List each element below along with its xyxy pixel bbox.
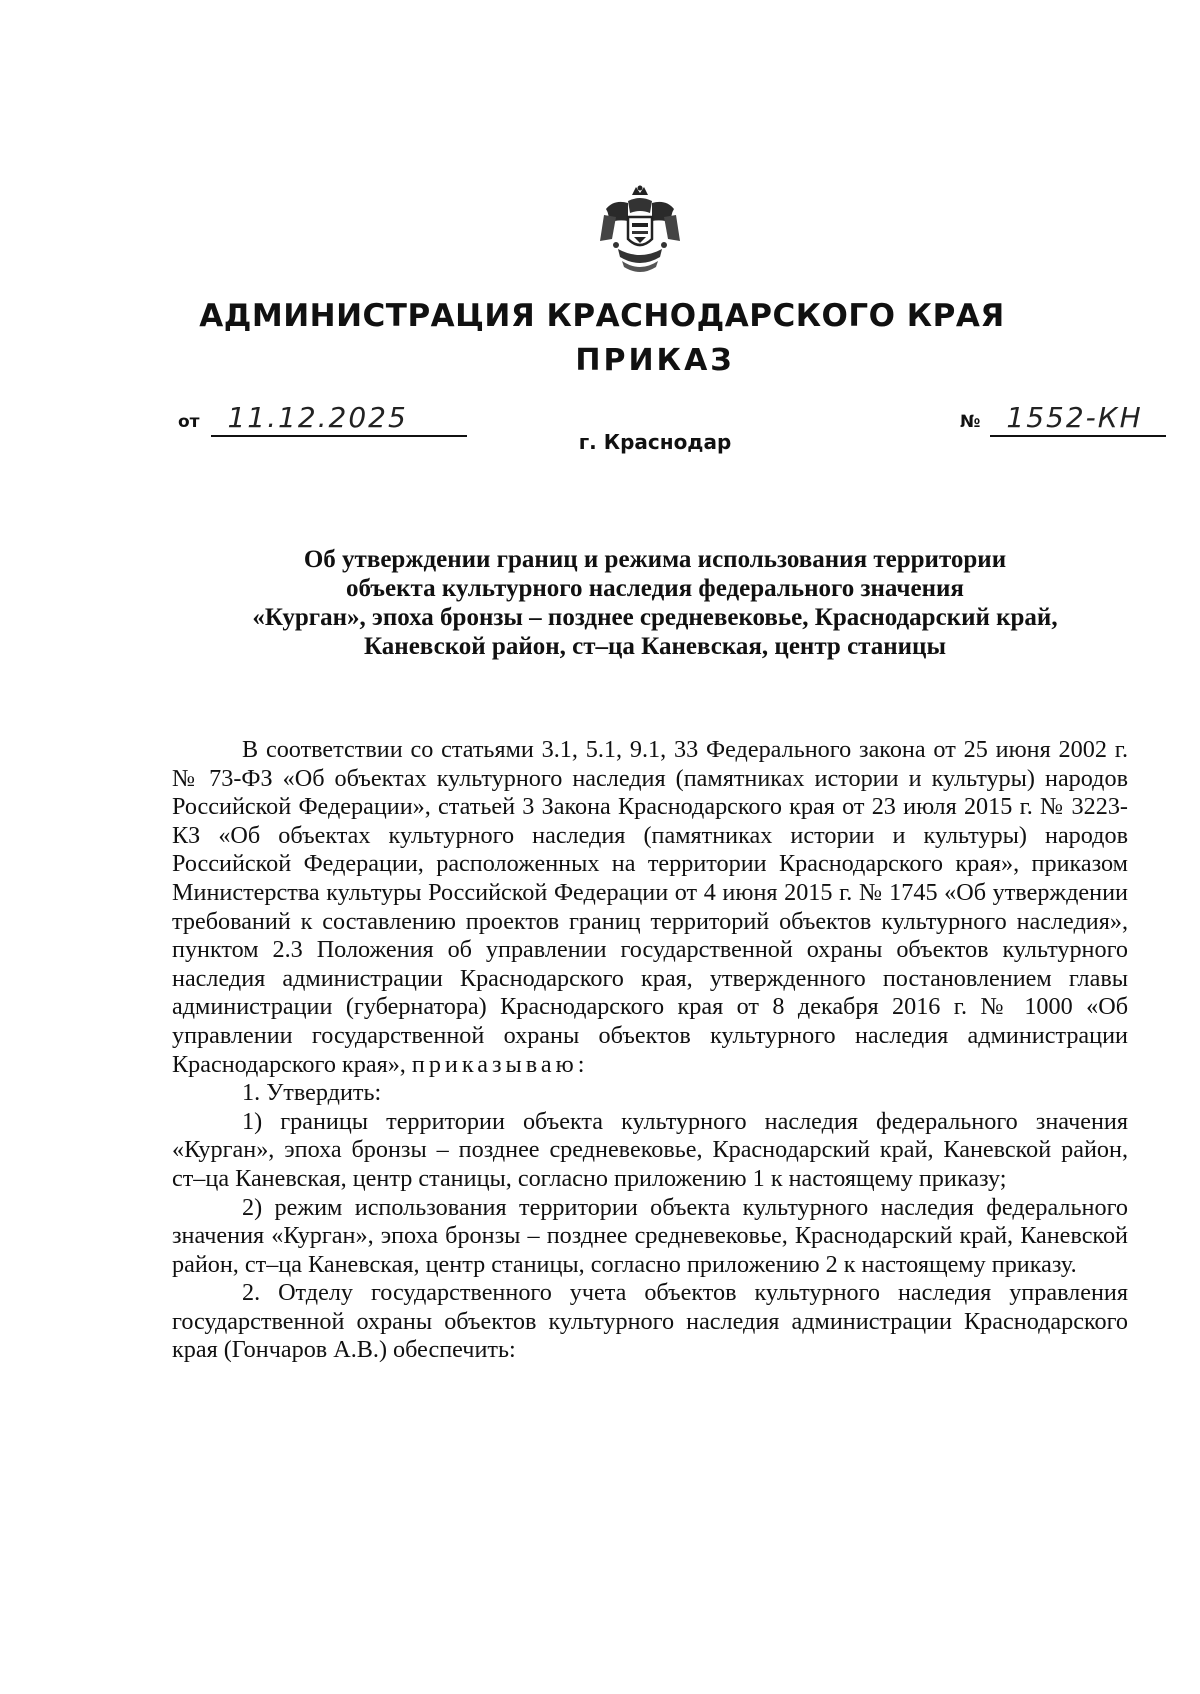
organization-title: АДМИНИСТРАЦИЯ КРАСНОДАРСКОГО КРАЯ [199, 298, 1005, 334]
item-1: 1. Утвердить: [242, 1079, 382, 1107]
number-prefix: № [960, 412, 981, 432]
item-2: 2. Отделу государственного учета объектов культурного наследия управления государственной охраны объектов культурного наследия администрации Краснодарского края (Гончаров А.В.) обеспечить: [172, 1279, 1128, 1364]
item-1-1: 1) границы территории объекта культурного наследия федерального значения «Курган», эпоха бронзы – позднее средневековье, Краснодарский край, Каневской район, ст–ца Каневская, центр станицы, согласно приложению 1 к настоящему приказу; [172, 1107, 1128, 1192]
coat-of-arms-icon [598, 185, 682, 277]
title-line: Каневской район, ст–ца Каневская, центр станицы [364, 633, 946, 660]
date-prefix: от [178, 412, 200, 432]
handwritten-date: 11.12.2025 [227, 401, 408, 434]
city-name: г. Краснодар [578, 430, 732, 454]
preamble-text: В соответствии со статьями 3.1, 5.1, 9.1, 33 Федерального закона от 25 июня 2002 г. № 73-ФЗ «Об объектах культурного наследия (памятниках истории и культуры) народов Российской Федерации», статьей 3 Закона Краснодарского края от 23 июля 2015 г. № 3223-КЗ «Об объектах культурного наследия (памятниках истории и культуры) народов Российской Федерации, расположенных на территории Краснодарского края», приказом Министерства культуры Российской Федерации от 4 июня 2015 г. № 1745 «Об утверждении требований к составлению проектов границ территорий объектов культурного наследия», пунктом 2.3 Положения об управлении государственной охраны объектов культурного наследия администрации Краснодарского края, утвержденного постановлением главы администрации (губернатора) Краснодарского края от 8 декабря 2016 г. № 1000 «Об управлении государственной охраны объектов культурного наследия администрации Краснодарского края», [172, 736, 1128, 1078]
document-body [172, 736, 1128, 1365]
item-1-2: 2) режим использования территории объекта культурного наследия федерального значения «Курган», эпоха бронзы – позднее средневековье, Краснодарский край, Каневской район, ст–ца Каневская, центр станицы, согласно приложению 2 к настоящему приказу. [172, 1193, 1128, 1278]
title-line: Об утверждении границ и режима использования территории [303, 546, 1007, 573]
document-type: ПРИКАЗ [575, 343, 735, 378]
title-line: «Курган», эпоха бронзы – позднее средневековье, Краснодарский край, [252, 604, 1058, 631]
handwritten-number: 1552-КН [1006, 401, 1143, 434]
title-line: объекта культурного наследия федерального значения [346, 575, 964, 602]
command-word: приказываю: [411, 1050, 589, 1078]
preamble-paragraph [172, 736, 1128, 1079]
document-title [170, 545, 1140, 661]
